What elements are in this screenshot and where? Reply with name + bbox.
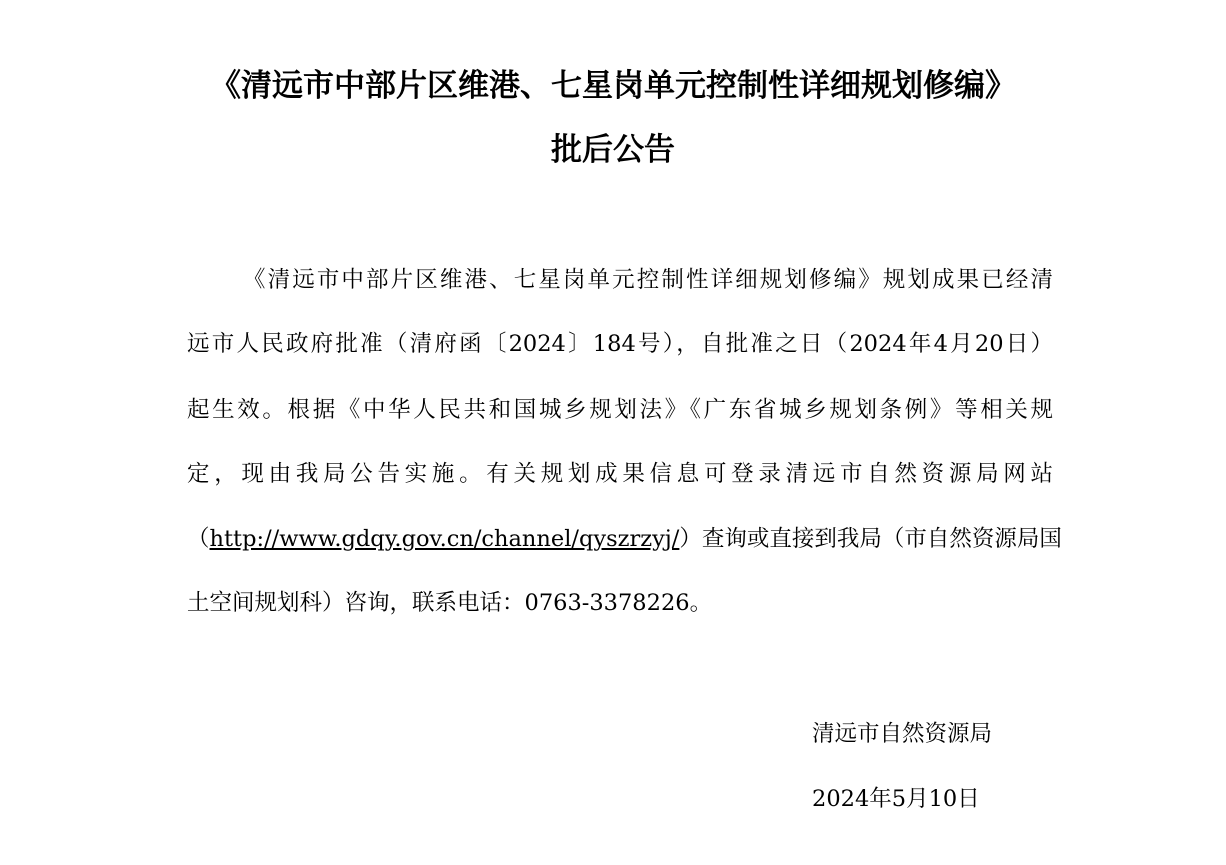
website-link[interactable]: http://www.gdqy.gov.cn/channel/qyszrzyj/ — [209, 526, 680, 552]
document-subtitle: 批后公告 — [551, 132, 675, 168]
signature-organization: 清远市自然资源局 — [812, 721, 993, 747]
body-paragraph-line: 定，现由我局公告实施。有关规划成果信息可登录清远市自然资源局网站 — [187, 461, 1053, 487]
signature-date: 2024年5月10日 — [812, 786, 980, 812]
document-title: 《清远市中部片区维港、七星岗单元控制性详细规划修编》 — [210, 68, 1016, 104]
paren-open: （ — [187, 526, 210, 552]
body-paragraph-line: 《清远市中部片区维港、七星岗单元控制性详细规划修编》规划成果已经清 — [243, 267, 1053, 293]
body-paragraph-line: 土空间规划科）咨询，联系电话：0763-3378226。 — [187, 590, 713, 616]
body-paragraph-line — [187, 523, 1062, 555]
body-text-segment: ）查询或直接到我局（市自然资源局国 — [679, 526, 1062, 552]
body-paragraph-line: 起生效。根据《中华人民共和国城乡规划法》《广东省城乡规划条例》等相关规 — [187, 397, 1053, 423]
body-paragraph-line: 远市人民政府批准（清府函〔2024〕184号），自批准之日（2024年4月20日） — [187, 331, 1053, 357]
